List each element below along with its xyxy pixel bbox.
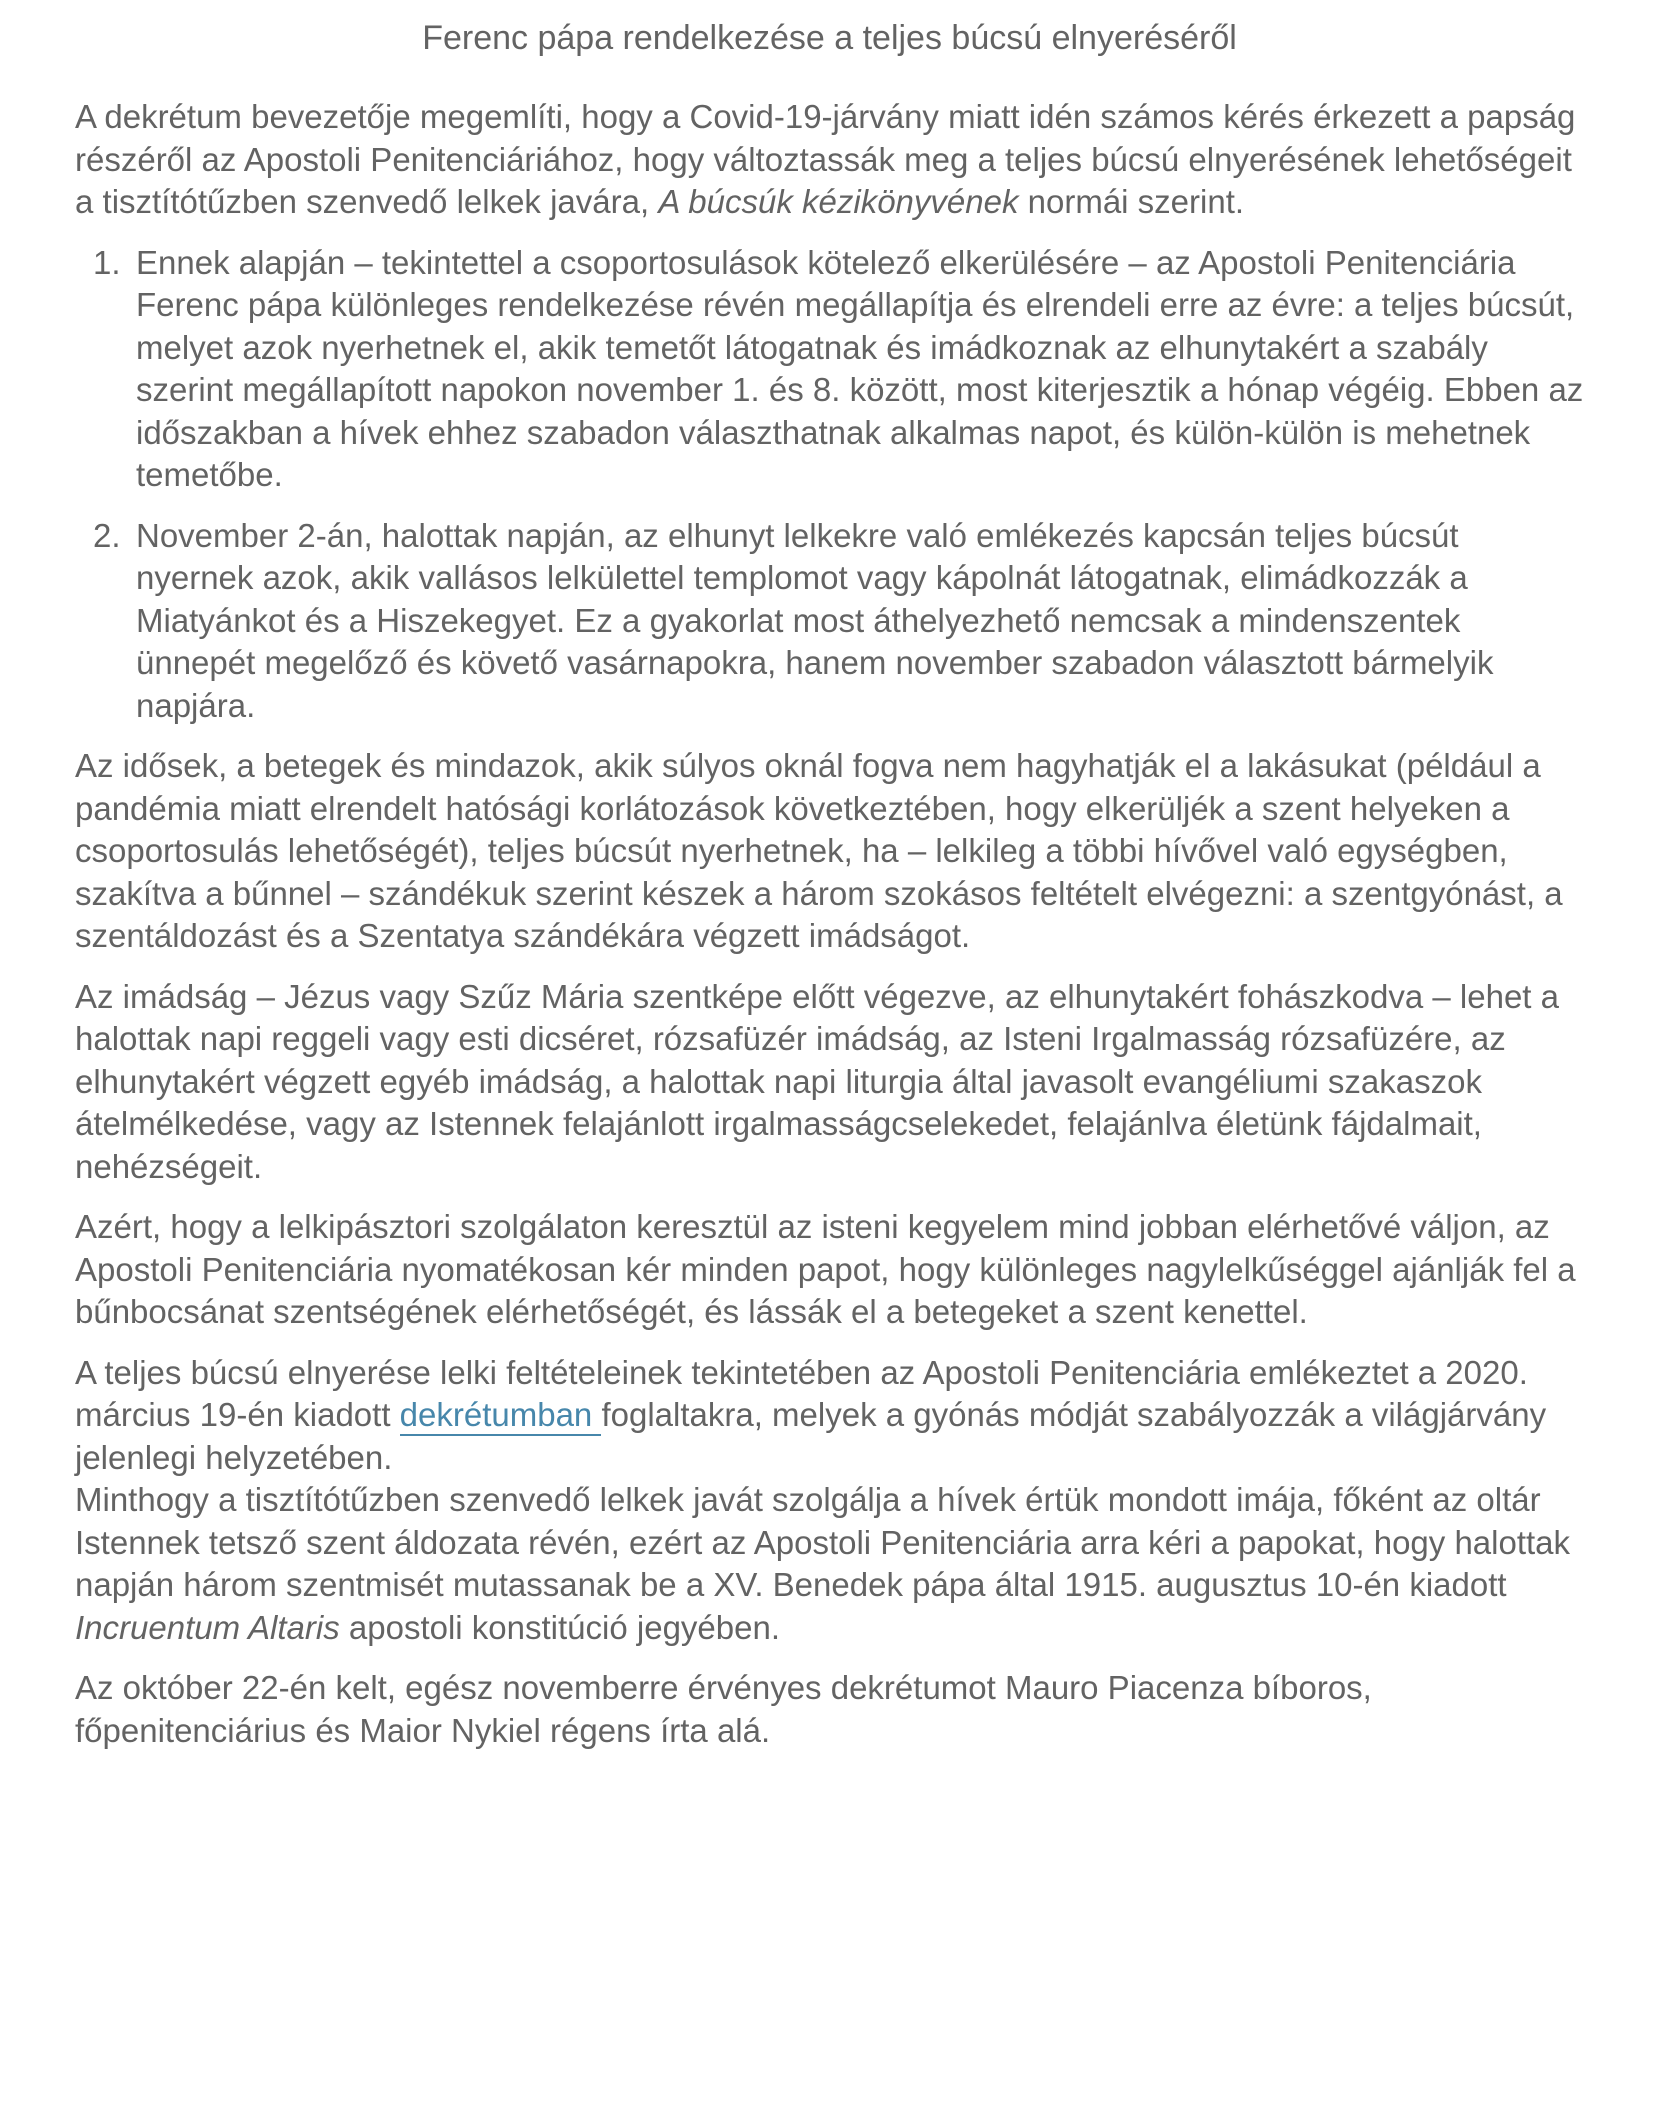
document-title: Ferenc pápa rendelkezése a teljes búcsú elnyeréséről <box>422 19 1237 57</box>
paragraph-pastoral: Azért, hogy a lelkipásztori szolgálaton keresztül az isteni kegyelem mind jobban elérhetővé váljon, az Apostoli Penitenciária nyomatékosan kér minden papot, hogy különleges nagylelkűséggel ajánlják fel a bűnbocsánat szentségének elérhetőségét, és lássák el a betegeket a szent kenettel. <box>75 1208 1576 1330</box>
decree-text-1: A teljes búcsú elnyerése lelki feltételeinek tekintetében az Apostoli Penitenciária emlékeztet a 2020. március 19-én kiadott <box>75 1353 1528 1433</box>
decree-link[interactable]: dekrétumban <box>400 1396 602 1436</box>
decree-text-2: foglaltakra, melyek a gyónás módját szabályozzák a világjárvány jelenlegi helyzetében. <box>75 1396 1547 1476</box>
intro-text-2: normái szerint. <box>1018 183 1245 220</box>
intro-paragraph <box>75 96 1584 224</box>
intro-text-1: A dekrétum bevezetője megemlíti, hogy a Covid-19-járvány miatt idén számos kérés érkezett a papság részéről az Apostoli Penitenciáriához, hogy változtassák meg a teljes búcsú elnyerésének lehetőségeit a tisztítótűzben szenvedő lelkek javára, <box>75 98 1576 220</box>
numbered-list <box>75 242 1584 728</box>
list-item-1 <box>75 242 1584 497</box>
list-item-2-marker: 2. <box>93 516 121 554</box>
paragraph-decree <box>75 1352 1584 1650</box>
paragraph-closing: Az október 22-én kelt, egész novemberre érvényes dekrétumot Mauro Piacenza bíboros, főpenitenciárius és Maior Nykiel régens írta alá. <box>75 1669 1372 1749</box>
paragraph-prayer: Az imádság – Jézus vagy Szűz Mária szentképe előtt végezve, az elhunytakért fohászkodva – lehet a halottak napi reggeli vagy esti dicséret, rózsafüzér imádság, az Isteni Irgalmasság rózsafüzére, az elhunytakért végzett egyéb imádság, a halottak napi liturgia által javasolt evangéliumi szakaszok átelmélkedése, vagy az Istennek felajánlott irgalmasságcselekedet, felajánlva életünk fájdalmait, nehézségeit. <box>75 977 1559 1185</box>
list-item-1-marker: 1. <box>93 243 121 281</box>
decree-text-4: apostoli konstitúció jegyében. <box>339 1608 780 1646</box>
decree-text-3: Minthogy a tisztítótűzben szenvedő lelkek javát szolgálja a hívek értük mondott imája, főként az oltár Istennek tetsző szent áldozata révén, ezért az Apostoli Penitenciária arra kéri a papokat, hogy halottak napján három szentmisét mutassanak be a XV. Benedek pápa által 1915. augusztus 10-én kiadott <box>75 1481 1571 1603</box>
list-item-2-text: November 2-án, halottak napján, az elhunyt lelkekre való emlékezés kapcsán teljes búcsút nyernek azok, akik vallásos lelkülettel templomot vagy kápolnát látogatnak, elimádkozzák a Miatyánkot és a Hiszekegyet. Ez a gyakorlat most áthelyezhető nemcsak a mindenszentek ünnepét megelőző és követő vasárnapokra, hanem november szabadon választott bármelyik napjára. <box>136 516 1494 724</box>
intro-italic-book-title: A búcsúk kézikönyvének <box>658 183 1019 220</box>
list-item-1-text: Ennek alapján – tekintettel a csoportosulások kötelező elkerülésére – az Apostoli Penitenciária Ferenc pápa különleges rendelkezése révén megállapítja és elrendeli erre az évre: a teljes búcsút, melyet azok nyerhetnek el, akik temetőt látogatnak és imádkoznak az elhunytakért a szabály szerint megállapított napokon november 1. és 8. között, most kiterjesztik a hónap végéig. Ebben az időszakban a hívek ehhez szabadon választhatnak alkalmas napot, és külön-külön is mehetnek temetőbe. <box>136 243 1584 493</box>
decree-italic-constitution-title: Incruentum Altaris <box>75 1608 340 1646</box>
paragraph-elderly: Az idősek, a betegek és mindazok, akik súlyos oknál fogva nem hagyhatják el a lakásukat (például a pandémia miatt elrendelt hatósági korlátozások következtében, hogy elkerüljék a szent helyeken a csoportosulás lehetőségét), teljes búcsút nyerhetnek, ha – lelkileg a többi hívővel való egységben, szakítva a bűnnel – szándékuk szerint készek a három szokásos feltételt elvégezni: a szentgyónást, a szentáldozást és a Szentatya szándékára végzett imádságot. <box>75 747 1563 954</box>
list-item-2 <box>75 515 1584 728</box>
